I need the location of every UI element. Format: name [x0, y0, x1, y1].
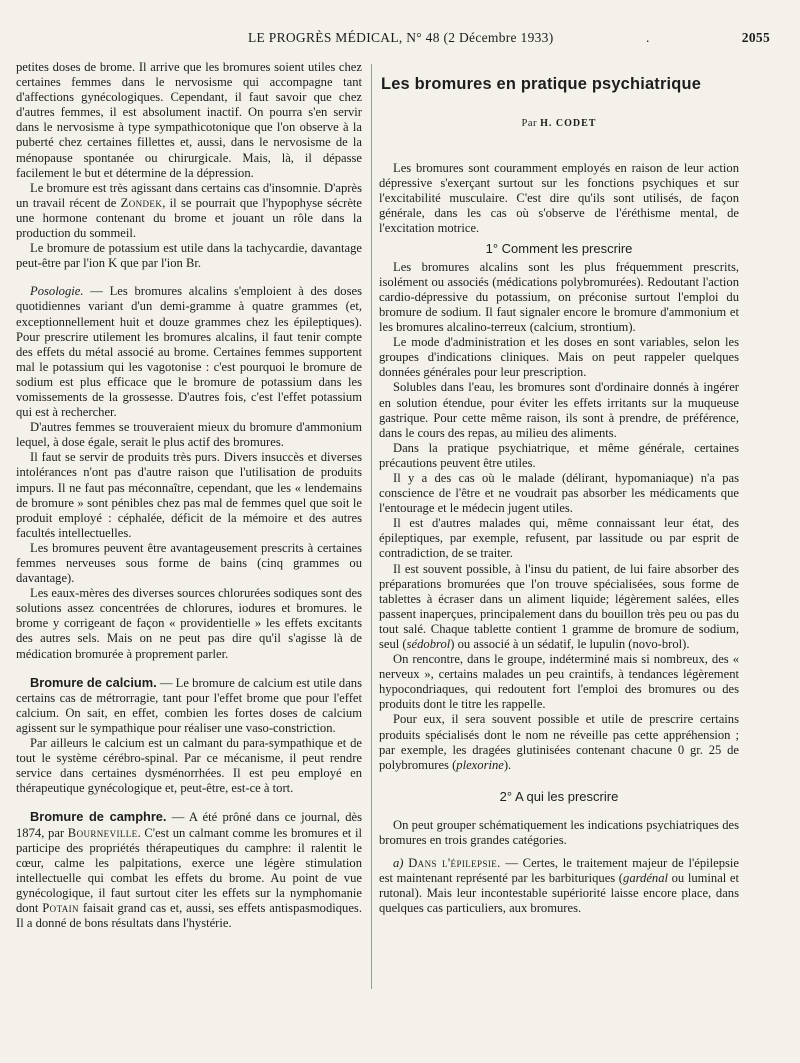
page-number: 2055: [741, 30, 770, 45]
posologie-label: Posologie.: [30, 284, 84, 299]
paragraph: On rencontre, dans le groupe, indéterminé mais si nombreux, des « nerveux », certains malades un peu craintifs, à tendances légèrement hypocondriaques, qui redoutent fort l'emploi des bromures ou des produits dont le titre les rappelle.: [379, 652, 739, 712]
paragraph: Il y a des cas où le malade (délirant, hypomaniaque) n'a pas conscience de l'être et ne voudrait pas absorber les médicaments que l'entourage et le médecin jugent utiles.: [379, 470, 739, 516]
text-run: ) ou associé à un sédatif, le lupulin (novo-brol).: [450, 637, 690, 651]
right-column: [379, 60, 739, 917]
text-run: Le bromure est très agissant dans certains cas d'insomnie. D'après un travail récent de: [16, 180, 362, 210]
left-column: [16, 60, 362, 931]
paragraph: Les bromures peuvent être avantageusement prescrits à certaines femmes nerveuses sous forme de bains (cinq grammes ou davantage).: [16, 540, 362, 586]
drug-name: plexorine: [456, 757, 504, 772]
drug-name: sédobrol: [406, 637, 451, 651]
byline-author: H. CODET: [540, 118, 597, 129]
paragraph: Le mode d'administration et les doses en sont variables, selon les groupes d'indications cliniques. Mais on peut rappeler quelques données générales pour leur prescription.: [379, 335, 739, 380]
text-run: — Certes, le traitement majeur de l'épilepsie est maintenant représenté par les barbituriques (: [379, 856, 739, 886]
text-run: Pour eux, il sera souvent possible et utile de prescrire certains produits spécialisés dont le nom ne réveille pas cette appréhension ; par exemple, les dragées glutinisées contenant chacune 0 gr. 25 de polybromures (: [379, 712, 739, 772]
paragraph: Les bromures sont couramment employés en raison de leur action dépressive s'exerçant surtout sur les fonctions psychiques et sur l'excitabilité musculaire. C'est dire qu'ils sont utilisés, de façon générale, dans les cas où s'observe de l'éréthisme mental, de l'excitation motrice.: [379, 161, 739, 236]
paragraph: Il faut se servir de produits très purs. Divers insuccès et diverses intolérances n'ont pas d'autre raison que l'utilisation de produits impurs. Il ne faut pas méconnaître, cependant, que les « lendemains de bromure » sont pénibles chez pas mal de femmes quel que soit le produit employé : céphalée, déficit de la mémoire et des autres facultés intellectuelles.: [16, 450, 362, 540]
column-divider: [371, 64, 372, 989]
text-run: — A été prôné dans ce journal, dès 1874, par: [16, 810, 362, 840]
paragraph: Par ailleurs le calcium est un calmant du para-sympathique et de tout le système cérébro-spinal. Par ce mécanisme, il peut rendre service dans certaines dysménorrhées. Il est peu employé en thérapeutique gynécologique et, peut-être, est-ce à tort.: [16, 736, 362, 796]
subsection-label: Dans l'épilepsie.: [408, 856, 501, 871]
paragraph: Solubles dans l'eau, les bromures sont d'ordinaire donnés à ingérer en solution étendue, pour éviter les effets irritants sur la muqueuse gastrique. Pour cette même raison, ils sont à prendre, de préférence, dans le cours des repas, au milieu des aliments.: [379, 380, 739, 440]
paragraph: [16, 181, 362, 241]
list-marker: a): [393, 856, 409, 871]
byline-prefix: Par: [521, 118, 538, 129]
paragraph: [16, 809, 362, 931]
byline: [379, 116, 739, 131]
author-name: Zondek: [120, 195, 163, 210]
paragraph: [379, 562, 739, 653]
paragraph: Dans la pratique psychiatrique, et même générale, certaines précautions peuvent être utiles.: [379, 440, 739, 470]
camphre-heading: Bromure de camphre.: [30, 809, 167, 825]
text-run: — Le bromure de calcium est utile dans certains cas de métrorragie, tant pour l'effet brome que pour l'effet calcium. On sait, en effet, combien les fortes doses de calcium agissent sur le sympathique pour réaliser une vaso-constriction.: [16, 675, 362, 735]
paragraph: On peut grouper schématiquement les indications psychiatriques des bromures en trois grandes catégories.: [379, 817, 739, 848]
text-run: — Les bromures alcalins s'emploient à des doses quotidiennes variant d'un demi-gramme à quatre grammes (et, exceptionnellement huit et douze grammes chez les épileptiques). Pour prescrire utilement les bromures alcalins, il faut tenir compte des effets du métal associé au brome. Certaines femmes supportent mal le potassium qui les vagotonise : c'est pourquoi le bromure de sodium est plus efficace que le bromure de potassium dans les vomissements de la grossesse. D'autres fois, c'est l'effet potassium qui est à rechercher.: [16, 284, 362, 420]
calcium-heading: Bromure de calcium.: [30, 674, 157, 690]
drug-name: gardénal: [623, 871, 669, 886]
text-run: ou luminal et rutonal). Mais leur incontestable supériorité laisse encore place, dans quelques cas particuliers, aux bromures.: [379, 871, 739, 916]
text-run: faisait grand cas et, aussi, ses effets antispasmodiques. Il a donné de bons résultats dans l'hystérie.: [16, 900, 362, 931]
paragraph: [379, 856, 739, 916]
paragraph: [16, 284, 362, 420]
header-dot: .: [646, 30, 650, 45]
author-name: Bourneville: [67, 825, 138, 840]
section-heading-1: 1° Comment les prescrire: [485, 240, 633, 256]
text-run: . C'est un calmant comme les bromures et il participe des propriétés thérapeutiques du camphre: il ralentit le cœur, calme les palpitations, exerce une légère stimulation intellectuelle qui combat les effets du brome. Au point de vue gynécologique, il faut surtout citer les effets sur la nymphomanie dont: [16, 825, 362, 915]
paragraph: [379, 712, 739, 772]
paragraph: [16, 675, 362, 736]
article-title: Les bromures en pratique psychiatrique: [381, 75, 702, 93]
paragraph: Les bromures alcalins sont les plus fréquemment prescrits, isolément ou associés (médications polybromurées). Redoutant l'action cardio-dépressive du potassium, on préconise surtout l'emploi du bromure de sodium. Il faut signaler encore le bromure d'ammonium et les bromures alcalino-terreux (calcium, strontium).: [379, 259, 739, 335]
section-heading-2: 2° A qui les prescrire: [499, 788, 619, 804]
text-run: , il se pourrait que l'hypophyse sécrète une hormone contenant du brome et jouant un rôle dans la production du sommeil.: [16, 195, 363, 241]
paragraph: Les eaux-mères des diverses sources chlorurées sodiques sont des solutions assez concentrées de chlorures, iodures et bromures. le brome y corrigeant de façon « providentielle » les effets excitants des autres sels. Mais on ne peut pas dire qu'il s'agisse là de médication bromurée à proprement parler.: [16, 586, 362, 661]
paragraph: petites doses de brome. Il arrive que les bromures soient utiles chez certaines femmes dans le nervosisme qui accompagne tant d'affections gynécologiques. Cependant, il faut savoir que chez d'autres femmes, il est absolument inactif. On pourra s'en servir dans le nervosisme à type sympathicotonique que l'on observe à la puberté chez certaines fillettes et, aussi, dans le nervosisme de la ménopause spontanée ou chirurgicale. Mais, là, il dépasse facilement le but et détermine de la dépression.: [16, 60, 362, 180]
author-name: Potain: [42, 900, 79, 915]
paragraph: Il est d'autres malades qui, même connaissant leur état, des épileptiques, par exemple, refusent, par lassitude ou par esprit de contradiction, de se traiter.: [379, 516, 739, 561]
journal-title: LE PROGRÈS MÉDICAL, N° 48 (2 Décembre 1933): [248, 30, 554, 45]
text-run: Il est souvent possible, à l'insu du patient, de lui faire absorber des préparations bromurées que l'on trouve spécialisées, sous forme de tablettes à écraser dans un aliment liquide; légèrement salées, elles passent inaperçues, principalement dans du bouillon très peu ou pas du tout salé. Chaque tablette contient 1 gramme de bromure de sodium, seul (: [379, 561, 739, 651]
text-run: ).: [503, 757, 512, 772]
paragraph: D'autres femmes se trouveraient mieux du bromure d'ammonium lequel, à dose égale, serait le plus actif des bromures.: [16, 420, 362, 450]
paragraph: Le bromure de potassium est utile dans la tachycardie, davantage peut-être par l'ion K que par l'ion Br.: [16, 241, 362, 271]
running-header: [18, 30, 770, 48]
